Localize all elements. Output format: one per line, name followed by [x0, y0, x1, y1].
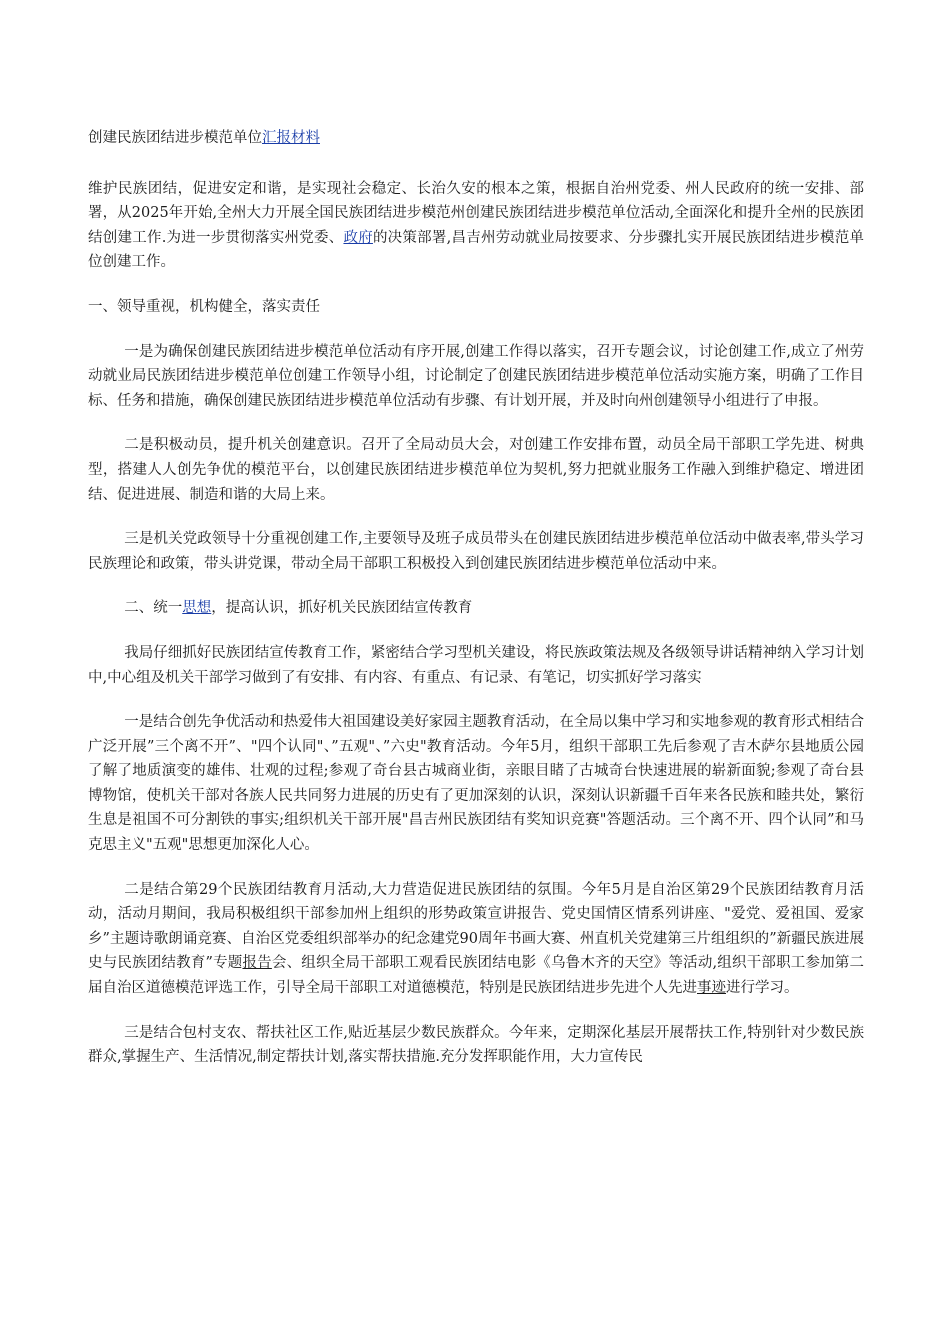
intro-paragraph [88, 177, 864, 275]
section1-paragraph-1: 一是为确保创建民族团结进步模范单位活动有序开展,创建工作得以落实，召开专题会议，讨论创建工作,成立了州劳动就业局民族团结进步模范单位创建工作领导小组，讨论制定了创建民族团结进步模范单位活动实施方案，明确了工作目标、任务和措施，确保创建民族团结进步模范单位活动有步骤、有计划开展，并及时向州创建领导小组进行了申报。 [88, 343, 864, 409]
s2p2-text-b: 会、组织全局干部职工观看民族团结电影《乌鲁木齐的天空》等活动,组织干部职工参加第二届自治区道德模范评选工作，引导全局干部职工对道德模范，特别是民族团结进步先进个人先进 [88, 955, 865, 997]
section2-paragraph-3: 三是结合包村支农、帮扶社区工作,贴近基层少数民族群众。今年来，定期深化基层开展帮扶工作,特别针对少数民族群众,掌握生产、生活情况,制定帮扶计划,落实帮扶措施.充分发挥职能作用，大力宣传民 [88, 1024, 864, 1066]
section1-paragraph-3: 三是机关党政领导十分重视创建工作,主要领导及班子成员带头在创建民族团结进步模范单位活动中做表率,带头学习民族理论和政策，带头讲党课，带动全局干部职工积极投入到创建民族团结进步模范单位活动中来。 [88, 531, 864, 572]
section1-paragraph-2: 二是积极动员，提升机关创建意识。召开了全局动员大会，对创建工作安排布置，动员全局干部职工学先进、树典型，搭建人人创先争优的模范平台，以创建民族团结进步模范单位为契机,努力把就业服务工作融入到维护稳定、增进团结、促进进展、制造和谐的大局上来。 [88, 437, 864, 503]
s2p2-underlined-deeds: 事迹 [697, 980, 726, 997]
intro-text-b: 的决策部署,昌吉州劳动就业局按要求、分步骤扎实开展民族团结进步模范单位创建工作。 [88, 229, 865, 271]
s2p2-text-a: 二是结合第29个民族团结教育月活动,大力营造促进民族团结的氛围。今年5月是自治区第29个民族团结教育月活动，活动月期间，我局积极组织干部参加州上组织的形势政策宣讲报告、党史国情区情系列讲座、"爱党、爱祖国、爱家乡”主题诗歌朗诵竞赛、自治区党委组织部举办的纪念建党90周年书画大赛、州直机关党建第三片组组织的”新疆民族进展史与民族团结教育”专题 [88, 881, 864, 972]
section2-heading-prefix: 二、统一 [124, 600, 183, 617]
section2-paragraph-0: 我局仔细抓好民族团结宣传教育工作，紧密结合学习型机关建设，将民族政策法规及各级领导讲话精神纳入学习计划中,中心组及机关干部学习做到了有安排、有内容、有重点、有记录、有笔记，切实抓好学习落实 [88, 644, 864, 686]
section2-heading [88, 596, 864, 621]
title-link-report-material[interactable]: 汇报材料 [262, 130, 320, 146]
document-body [88, 126, 864, 1070]
title-text: 创建民族团结进步模范单位 [88, 130, 262, 146]
section2-paragraph-2 [88, 878, 864, 1001]
s2p2-underlined-report: 报告 [242, 955, 272, 972]
section1-heading: 一、领导重视，机构健全，落实责任 [88, 298, 320, 315]
intro-link-government[interactable]: 政府 [343, 229, 373, 246]
document-title [88, 126, 864, 151]
section2-paragraph-1: 一是结合创先争优活动和热爱伟大祖国建设美好家园主题教育活动，在全局以集中学习和实地参观的教育形式相结合广泛开展”三个离不开”、"四个认同"、”五观"、”六史"教育活动。今年5月，组织干部职工先后参观了吉木萨尔县地质公园了解了地质演变的雄伟、壮观的过程;参观了奇台县古城商业街，亲眼目睹了古城奇台快速进展的崭新面貌;参观了奇台县博物馆，使机关干部对各族人民共同努力进展的历史有了更加深刻的认识，深刻认识新疆千百年来各民族和睦共处，繁衍生息是祖国不可分割铁的事实;组织机关干部开展"昌吉州民族团结有奖知识竞赛"答题活动。三个离不开、四个认同”和马克思主义"五观"思想更加深化人心。 [88, 714, 864, 854]
section2-link-thought[interactable]: 思想 [182, 600, 212, 617]
intro-text-a: 维护民族团结，促进安定和谐，是实现社会稳定、长治久安的根本之策，根据自治州党委、州人民政府的统一安排、部署，从2025年开始,全州大力开展全国民族团结进步模范州创建民族团结进步模范单位活动,全面深化和提升全州的民族团结创建工作.为进一步贯彻落实州党委、 [88, 180, 864, 246]
section2-heading-suffix: ，提高认识，抓好机关民族团结宣传教育 [211, 600, 473, 617]
s2p2-text-c: 进行学习。 [726, 980, 799, 997]
